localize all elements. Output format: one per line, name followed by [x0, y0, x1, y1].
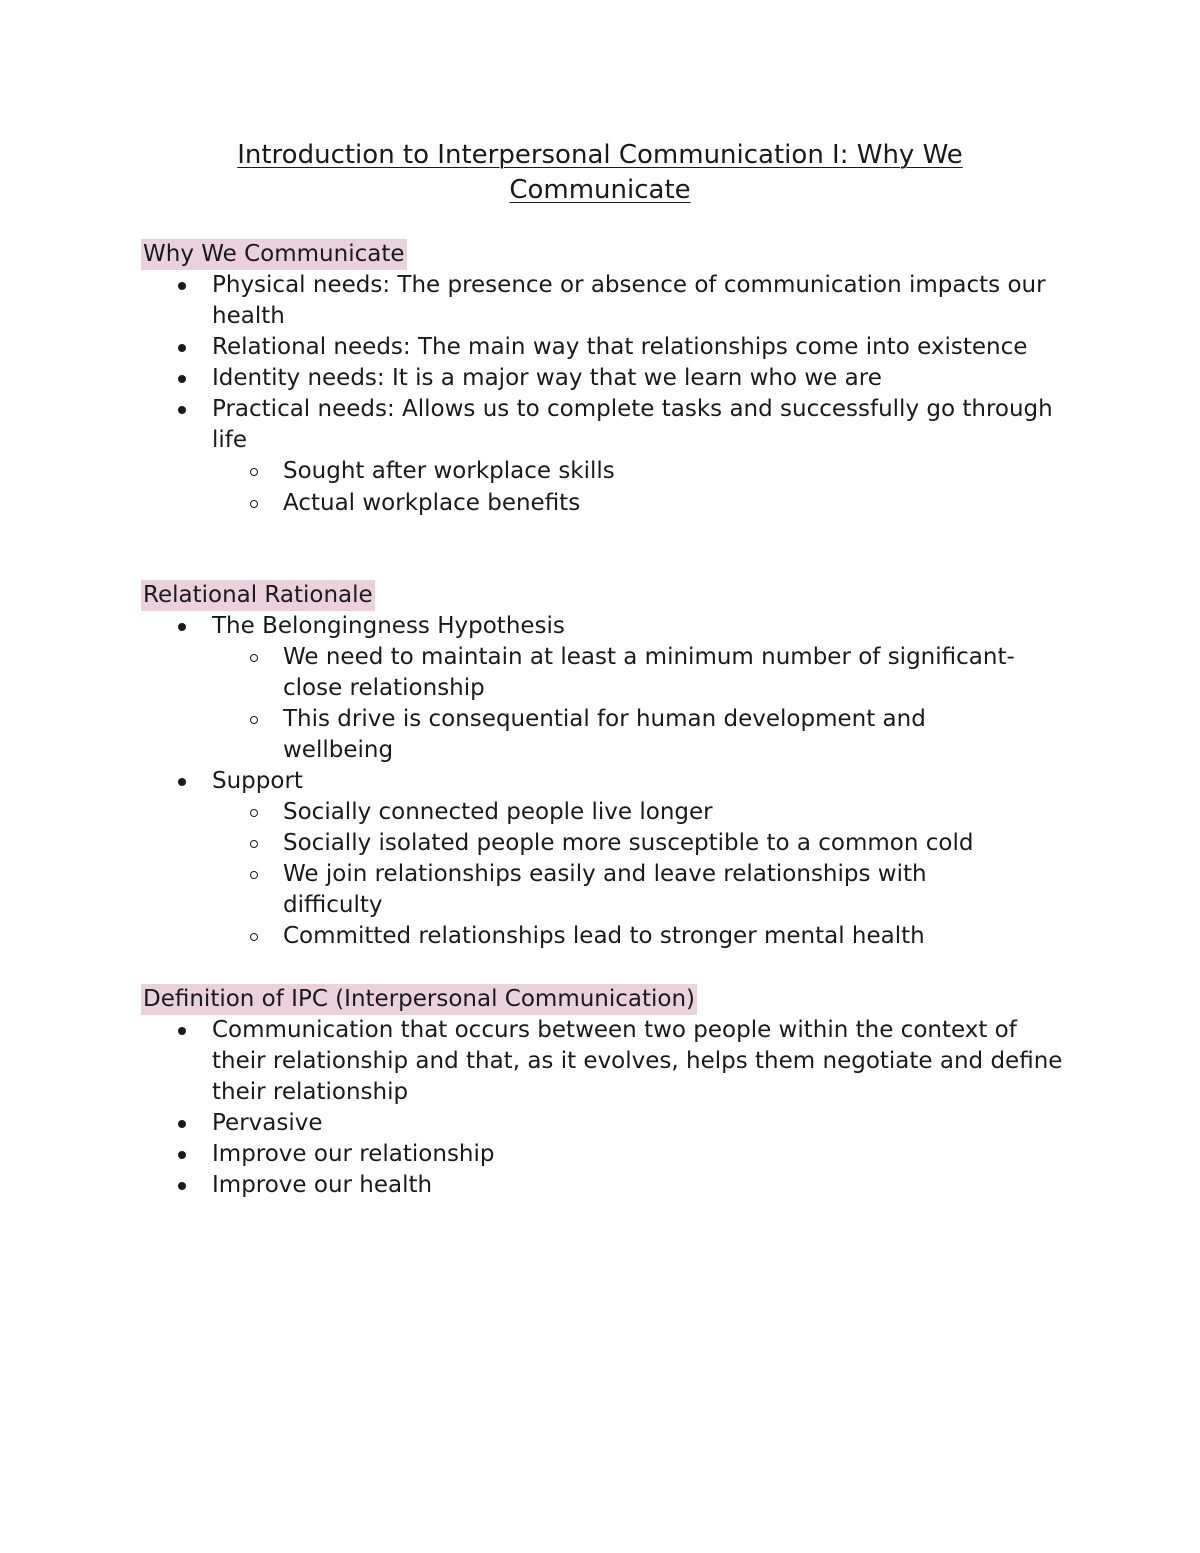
sub-list-item: Actual workplace benefits — [141, 488, 1061, 519]
section-heading: Definition of IPC (Interpersonal Communication) — [141, 984, 697, 1015]
section-definition-of-ipc — [141, 984, 1071, 1201]
section-why-we-communicate — [141, 239, 1061, 519]
document-title: Introduction to Interpersonal Communication I: Why We Communicate — [237, 140, 963, 205]
bullet-list — [141, 611, 1031, 952]
list-item: Communication that occurs between two people within the context of their relationship and that, as it evolves, helps them negotiate and define their relationship — [141, 1015, 1071, 1108]
list-item: Pervasive — [141, 1108, 1071, 1139]
list-item: Identity needs: It is a major way that we learn who we are — [141, 363, 1061, 394]
section-heading: Why We Communicate — [141, 239, 407, 270]
list-item: Support — [141, 766, 1031, 797]
sub-list-item: We need to maintain at least a minimum number of significant-close relationship — [141, 642, 1031, 704]
list-item: Improve our health — [141, 1170, 1071, 1201]
sub-list-item: Sought after workplace skills — [141, 456, 1061, 487]
sub-list-item: This drive is consequential for human development and wellbeing — [141, 704, 1031, 766]
list-item: Improve our relationship — [141, 1139, 1071, 1170]
list-item: Relational needs: The main way that relationships come into existence — [141, 332, 1061, 363]
bullet-list — [141, 270, 1061, 519]
sub-list-item: Socially isolated people more susceptible to a common cold — [141, 828, 1031, 859]
sub-list-item: Socially connected people live longer — [141, 797, 1031, 828]
section-heading: Relational Rationale — [141, 580, 375, 611]
section-relational-rationale — [141, 580, 1031, 952]
list-item: Physical needs: The presence or absence of communication impacts our health — [141, 270, 1061, 332]
sub-list-item: Committed relationships lead to stronger mental health — [141, 921, 1031, 952]
list-item: The Belongingness Hypothesis — [141, 611, 1031, 642]
list-item: Practical needs: Allows us to complete tasks and successfully go through life — [141, 394, 1061, 456]
bullet-list — [141, 1015, 1071, 1201]
sub-list-item: We join relationships easily and leave relationships with difficulty — [141, 859, 1031, 921]
